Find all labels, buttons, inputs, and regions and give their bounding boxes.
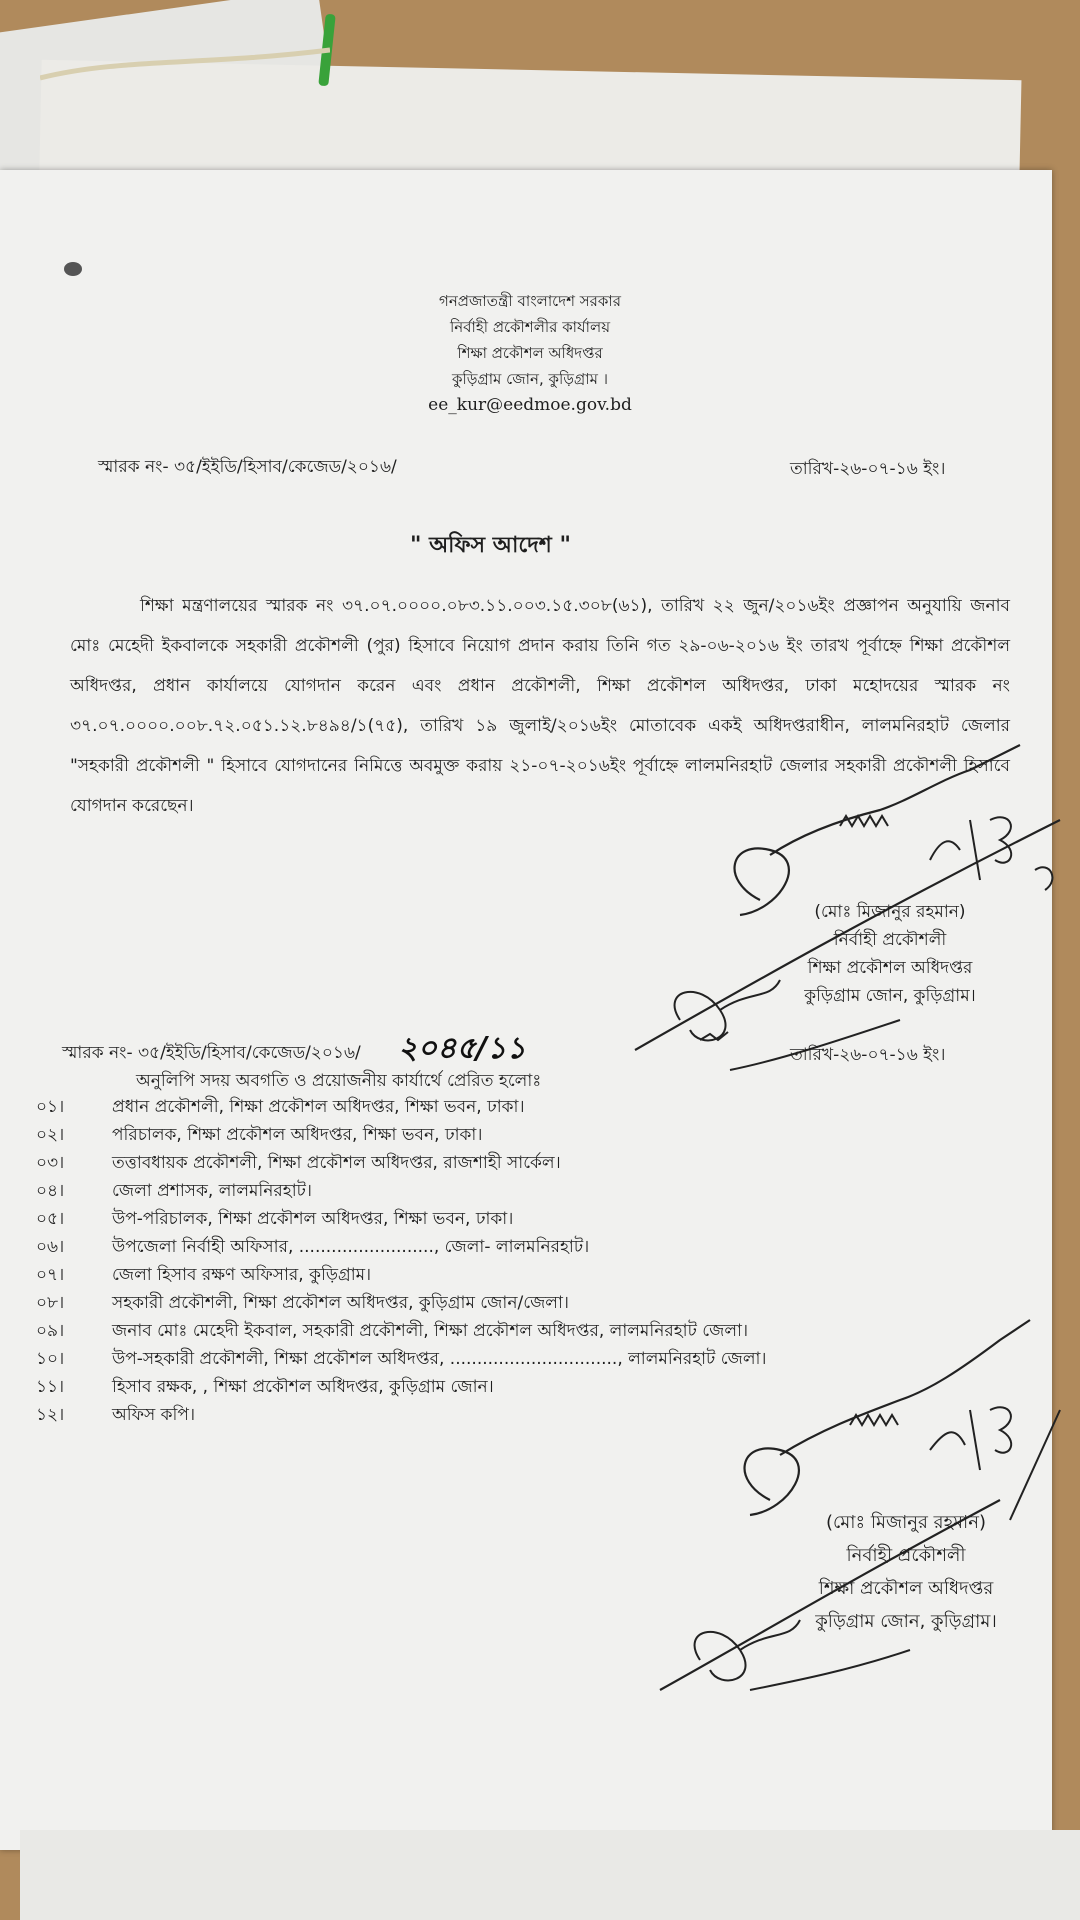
signatory-office-1: শিক্ষা প্রকৌশল অধিদপ্তর [807, 958, 973, 978]
list-item: ১০। উপ-সহকারী প্রকৌশলী, শিক্ষা প্রকৌশল অধিদপ্তর, ..............................., লালমনিরহাট জেলা। [36, 1349, 767, 1369]
signatory-name-1: (মোঃ মিজানুর রহমান) [814, 902, 966, 922]
signatory-location-1: কুড়িগ্রাম জোন, কুড়িগ্রাম। [804, 986, 976, 1006]
signatory-designation-1: নির্বাহী প্রকৌশলী [833, 930, 947, 950]
signature-block-1 [770, 898, 1010, 1010]
memo-date-2: তারিখ-২৬-০৭-১৬ ইং। [790, 1045, 946, 1065]
letterhead-line-3: শিক্ষা প্রকৌশল অধিদপ্তর [457, 344, 603, 362]
signatory-office-2: শিক্ষা প্রকৌশল অধিদপ্তর [818, 1578, 994, 1599]
signatory-designation-2: নির্বাহী প্রকৌশলী [846, 1545, 966, 1566]
signatory-location-2: কুড়িগ্রাম জোন, কুড়িগ্রাম। [815, 1611, 997, 1632]
letterhead [340, 288, 720, 418]
signature-scribble-2 [670, 1300, 1070, 1700]
punch-hole [64, 262, 82, 276]
copy-intro: অনুলিপি সদয় অবগতি ও প্রয়োজনীয় কার্যার্থে প্রেরিত হলোঃ [136, 1071, 542, 1091]
signature-block-2 [786, 1506, 1026, 1638]
page-title: " অফিস আদেশ " [410, 533, 571, 558]
list-item: ০৩। তত্তাবধায়ক প্রকৌশলী, শিক্ষা প্রকৌশল অধিদপ্তর, রাজশাহী সার্কেল। [36, 1153, 561, 1173]
list-item: ০৯। জনাব মোঃ মেহেদী ইকবাল, সহকারী প্রকৌশলী, শিক্ষা প্রকৌশল অধিদপ্তর, লালমনিরহাট জেলা। [36, 1321, 749, 1341]
letterhead-line-4: কুড়িগ্রাম জোন, কুড়িগ্রাম । [451, 370, 609, 388]
list-item: ১১। হিসাব রক্ষক, , শিক্ষা প্রকৌশল অধিদপ্তর, কুড়িগ্রাম জোন। [36, 1377, 494, 1397]
letterhead-line-1: গনপ্রজাতন্ত্রী বাংলাদেশ সরকার [439, 292, 621, 310]
memo-ref-1: স্মারক নং- ৩৫/ইইডি/হিসাব/কেজেড/২০১৬/ [98, 457, 397, 477]
binding-string [40, 38, 330, 88]
signatory-name-2: (মোঃ মিজানুর রহমান) [825, 1512, 987, 1533]
list-item: ০৪। জেলা প্রশাসক, লালমনিরহাট। [36, 1181, 312, 1201]
list-item: ১২। অফিস কপি। [36, 1405, 196, 1425]
memo-date-1: তারিখ-২৬-০৭-১৬ ইং। [790, 459, 946, 479]
letterhead-line-2: নির্বাহী প্রকৌশলীর কার্যালয় [449, 318, 611, 336]
list-item: ০৭। জেলা হিসাব রক্ষণ অফিসার, কুড়িগ্রাম। [36, 1265, 372, 1285]
list-item: ০৫। উপ-পরিচালক, শিক্ষা প্রকৌশল অধিদপ্তর, শিক্ষা ভবন, ঢাকা। [36, 1209, 514, 1229]
order-body-text: শিক্ষা মন্ত্রণালয়ের স্মারক নং ৩৭.০৭.০০০০.০৮৩.১১.০০৩.১৫.৩০৮(৬১), তারিখ ২২ জুন/২০১৬ইং প্রজ্ঞাপন অনুযায়ি জনাব মোঃ মেহেদী ইকবালকে সহকারী প্রকৌশলী (পুর) হিসাবে নিয়োগ প্রদান করায় তিনি গত ২৯-০৬-২০১৬ ইং তারখ পূর্বাহ্নে শিক্ষা প্রকৌশল অধিদপ্তর, প্রধান কার্যালয়ে যোগদান করেন এবং প্রধান প্রকৌশলী, শিক্ষা প্রকৌশল অধিদপ্তর, ঢাকা মহোদয়ের স্মারক নং ৩৭.০৭.০০০০.০০৮.৭২.০৫১.১২.৮৪৯৪/১(৭৫), তারিখ ১৯ জুলাই/২০১৬ইং মোতাবেক একই অধিদপ্তরাধীন, লালমনিরহাট জেলার "সহকারী প্রকৌশলী " হিসাবে যোগদানের নিমিত্তে অবমুক্ত করায় ২১-০৭-২০১৬ইং পূর্বাহ্নে লালমনিরহাট জেলার সহকারী প্রকৌশলী হিসাবে যোগদান করেছেন। [70, 596, 1010, 816]
background-paper-bottom [20, 1830, 1080, 1920]
list-item: ০১। প্রধান প্রকৌশলী, শিক্ষা প্রকৌশল অধিদপ্তর, শিক্ষা ভবন, ঢাকা। [36, 1097, 525, 1117]
memo-ref-2: স্মারক নং- ৩৫/ইইডি/হিসাব/কেজেড/২০১৬/ [62, 1043, 361, 1063]
list-item: ০২। পরিচালক, শিক্ষা প্রকৌশল অধিদপ্তর, শিক্ষা ভবন, ঢাকা। [36, 1125, 483, 1145]
list-item: ০৬। উপজেলা নির্বাহী অফিসার, ........................., জেলা- লালমনিরহাট। [36, 1237, 590, 1257]
handwritten-dispatch-number: ২০৪৫/১১ [398, 1031, 526, 1066]
letterhead-email: ee_kur@eedmoe.gov.bd [428, 395, 632, 415]
list-item: ০৮। সহকারী প্রকৌশলী, শিক্ষা প্রকৌশল অধিদপ্তর, কুড়িগ্রাম জোন/জেলা। [36, 1293, 569, 1313]
